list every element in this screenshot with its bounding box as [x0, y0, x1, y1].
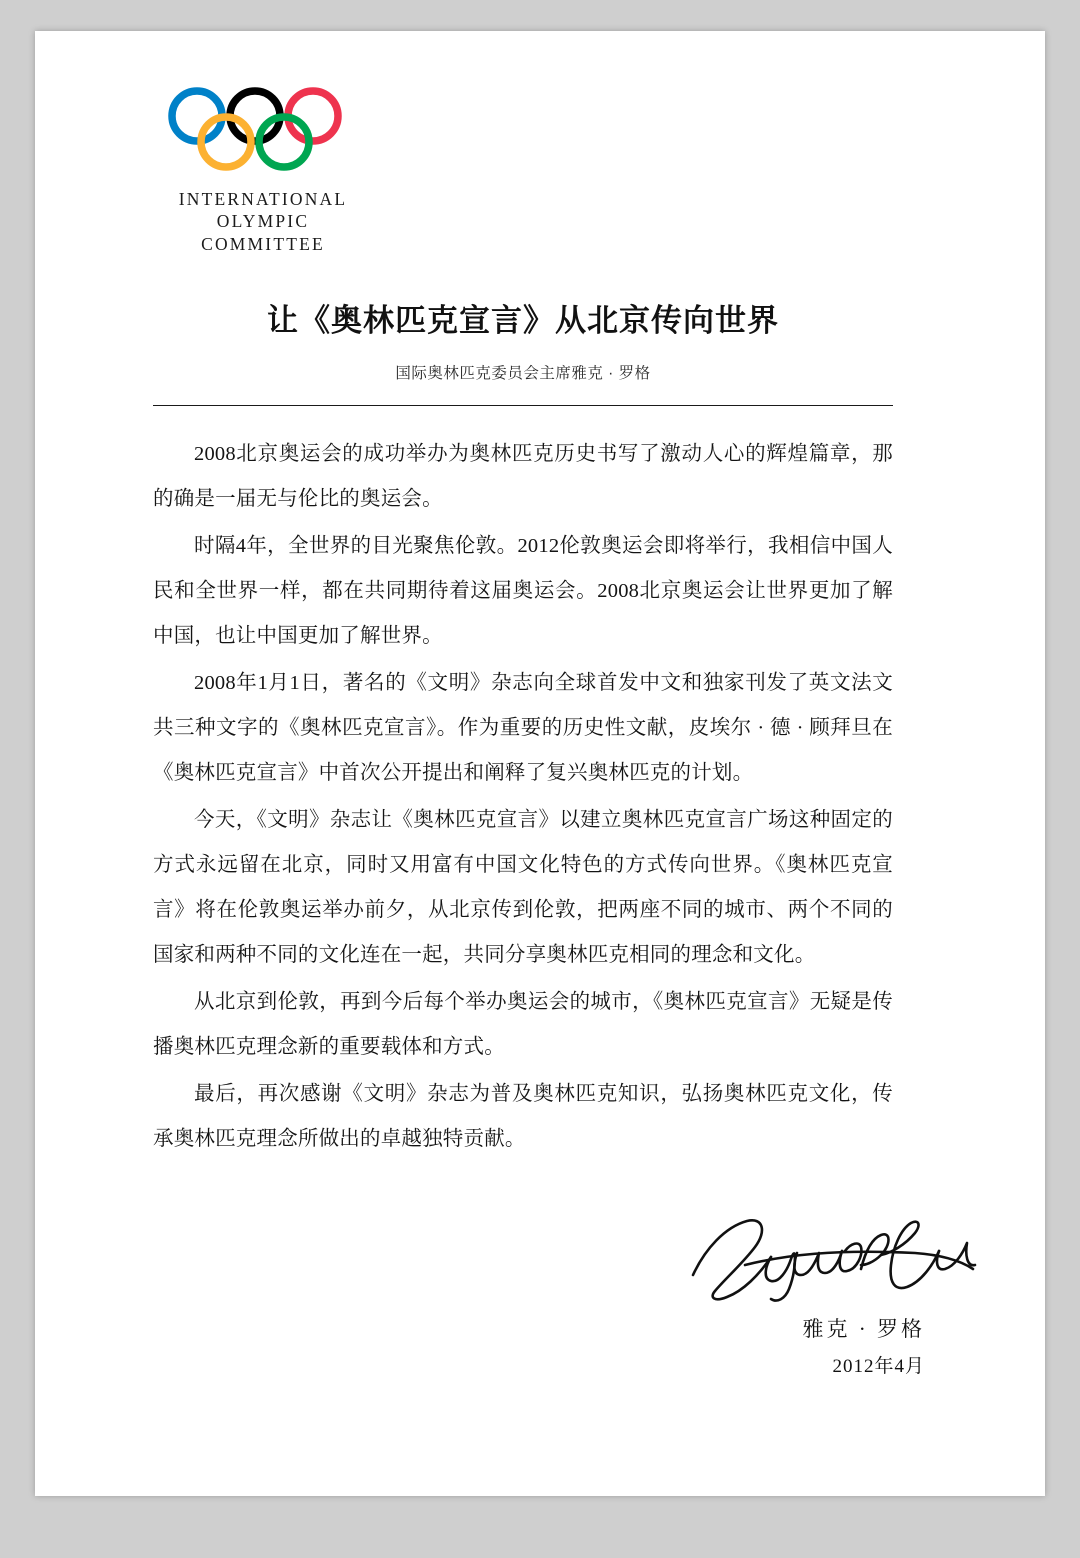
body-text	[153, 432, 893, 1162]
signature-block	[515, 1209, 985, 1378]
document-content	[153, 86, 893, 1164]
ioc-logo-line-1: INTERNATIONAL	[178, 189, 348, 209]
paragraph: 最后，再次感谢《文明》杂志为普及奥林匹克知识，弘扬奥林匹克文化，传承奥林匹克理念所做出的卓越独特贡献。	[153, 1082, 893, 1150]
handwritten-signature-icon	[685, 1209, 985, 1309]
ioc-logo-text	[167, 188, 359, 255]
signature-name: 雅克 · 罗格	[802, 1317, 925, 1341]
paragraph: 2008北京奥运会的成功举办为奥林匹克历史书写了激动人心的辉煌篇章，那的确是一届无与伦比的奥运会。	[153, 442, 893, 510]
paragraph: 2008年1月1日，著名的《文明》杂志向全球首发中文和独家刊发了英文法文共三种文字的《奥林匹克宣言》。作为重要的历史性文献，皮埃尔 · 德 · 顾拜旦在《奥林匹克宣言》中首次公开提出和阐释了复兴奥林匹克的计划。	[153, 671, 893, 784]
paragraph: 时隔4年，全世界的目光聚焦伦敦。2012伦敦奥运会即将举行，我相信中国人民和全世界一样，都在共同期待着这届奥运会。2008北京奥运会让世界更加了解中国，也让中国更加了解世界。	[153, 534, 893, 647]
olympic-rings-icon	[167, 86, 343, 180]
ioc-logo-line-2: OLYMPIC	[216, 211, 310, 232]
paragraph: 今天，《文明》杂志让《奥林匹克宣言》以建立奥林匹克宣言广场这种固定的方式永远留在北京，同时又用富有中国文化特色的方式传向世界。《奥林匹克宣言》将在伦敦奥运举办前夕，从北京传到伦敦，把两座不同的城市、两个不同的国家和两种不同的文化连在一起，共同分享奥林匹克相同的理念和文化。	[153, 808, 893, 966]
byline: 国际奥林匹克委员会主席雅克 · 罗格	[395, 364, 651, 382]
page-title: 让《奥林匹克宣言》从北京传向世界	[267, 303, 779, 339]
title-divider	[153, 405, 893, 406]
document-page	[35, 31, 1045, 1496]
ioc-logo-line-3: COMMITTEE	[201, 233, 325, 254]
paragraph: 从北京到伦敦，再到今后每个举办奥运会的城市，《奥林匹克宣言》无疑是传播奥林匹克理念新的重要载体和方式。	[153, 990, 893, 1058]
signature-date: 2012年4月	[832, 1356, 925, 1377]
ioc-logo-block	[167, 86, 367, 255]
